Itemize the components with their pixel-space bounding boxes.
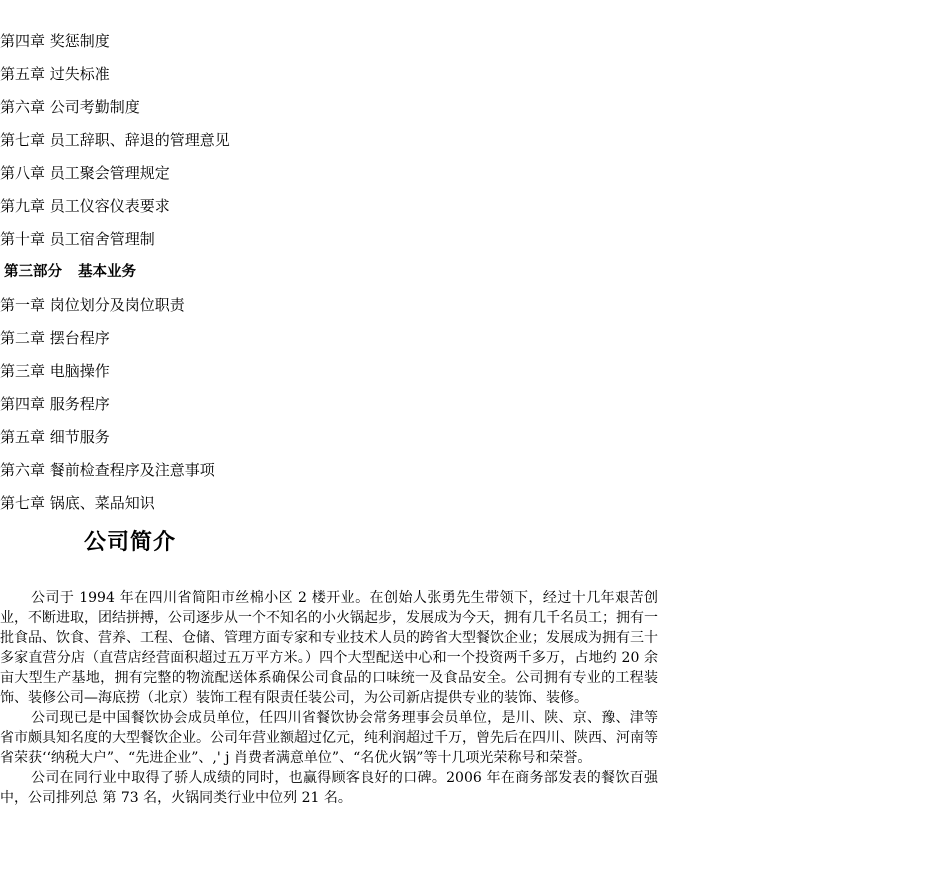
toc-chapter-5: 第五章 过失标准 xyxy=(0,65,110,83)
table-of-contents xyxy=(0,30,400,525)
toc-part-3-chapter-7: 第七章 锅底、菜品知识 xyxy=(0,494,155,512)
intro-paragraph-history: 公司于 1994 年在四川省简阳市丝棉小区 2 楼开业。在创始人张勇先生带领下，经过十几年艰苦创业，不断进取，团结拼搏，公司逐步从一个不知名的小火锅起步，发展成为今天，拥有几千名员工；拥有一批食品、饮食、营养、工程、仓储、管理方面专家和专业技术人员的跨省大型餐饮企业；发展成为拥有三十多家直营分店（直营店经营面积超过五万平方米。）四个大型配送中心和一个投资两千多万，占地约 20 余亩大型生产基地，拥有完整的物流配送体系确保公司食品的口味统一及食品安全。公司拥有专业的工程装饰、装修公司—海底捞（北京）装饰工程有限责任装公司，为公司新店提供专业的装饰、装修。 xyxy=(0,590,658,706)
toc-part-3-chapter-6: 第六章 餐前检查程序及注意事项 xyxy=(0,461,215,479)
company-intro-title: 公司简介 xyxy=(84,530,177,555)
toc-part-3-chapter-3: 第三章 电脑操作 xyxy=(0,362,110,380)
intro-paragraph-honors: 公司现已是中国餐饮协会成员单位，任四川省餐饮协会常务理事会员单位，是川、陕、京、豫、津等省市颇具知名度的大型餐饮企业。公司年营业额超过亿元，纯利润超过千万，曾先后在四川、陕西、河南等省荣获‘‘纳税大户”、“先进企业”、,' j 肖费者满意单位”、“名优火锅”等十几项光荣称号和荣誉。 xyxy=(0,710,658,766)
toc-chapter-7: 第七章 员工辞职、辞退的管理意见 xyxy=(0,131,230,149)
toc-chapter-9: 第九章 员工仪容仪表要求 xyxy=(0,197,170,215)
toc-part-3-chapter-5: 第五章 细节服务 xyxy=(0,428,110,446)
toc-chapter-4: 第四章 奖惩制度 xyxy=(0,32,110,50)
toc-chapter-6: 第六章 公司考勤制度 xyxy=(0,98,140,116)
intro-paragraph-reputation: 公司在同行业中取得了骄人成绩的同时，也赢得顾客良好的口碑。2006 年在商务部发表的餐饮百强中，公司排列总 第 73 名，火锅同类行业中位列 21 名。 xyxy=(0,770,658,806)
company-intro-body xyxy=(0,588,658,808)
toc-part-3-chapter-2: 第二章 摆台程序 xyxy=(0,329,110,347)
toc-part-3-chapter-4: 第四章 服务程序 xyxy=(0,395,110,413)
toc-part-3-heading xyxy=(0,261,400,294)
toc-part-3-name: 基本业务 xyxy=(78,264,136,280)
toc-chapter-8: 第八章 员工聚会管理规定 xyxy=(0,164,170,182)
toc-part-3-number: 第三部分 xyxy=(4,264,62,280)
toc-chapter-10: 第十章 员工宿舍管理制 xyxy=(0,230,155,248)
toc-part-3-chapter-1: 第一章 岗位划分及岗位职责 xyxy=(0,296,185,314)
